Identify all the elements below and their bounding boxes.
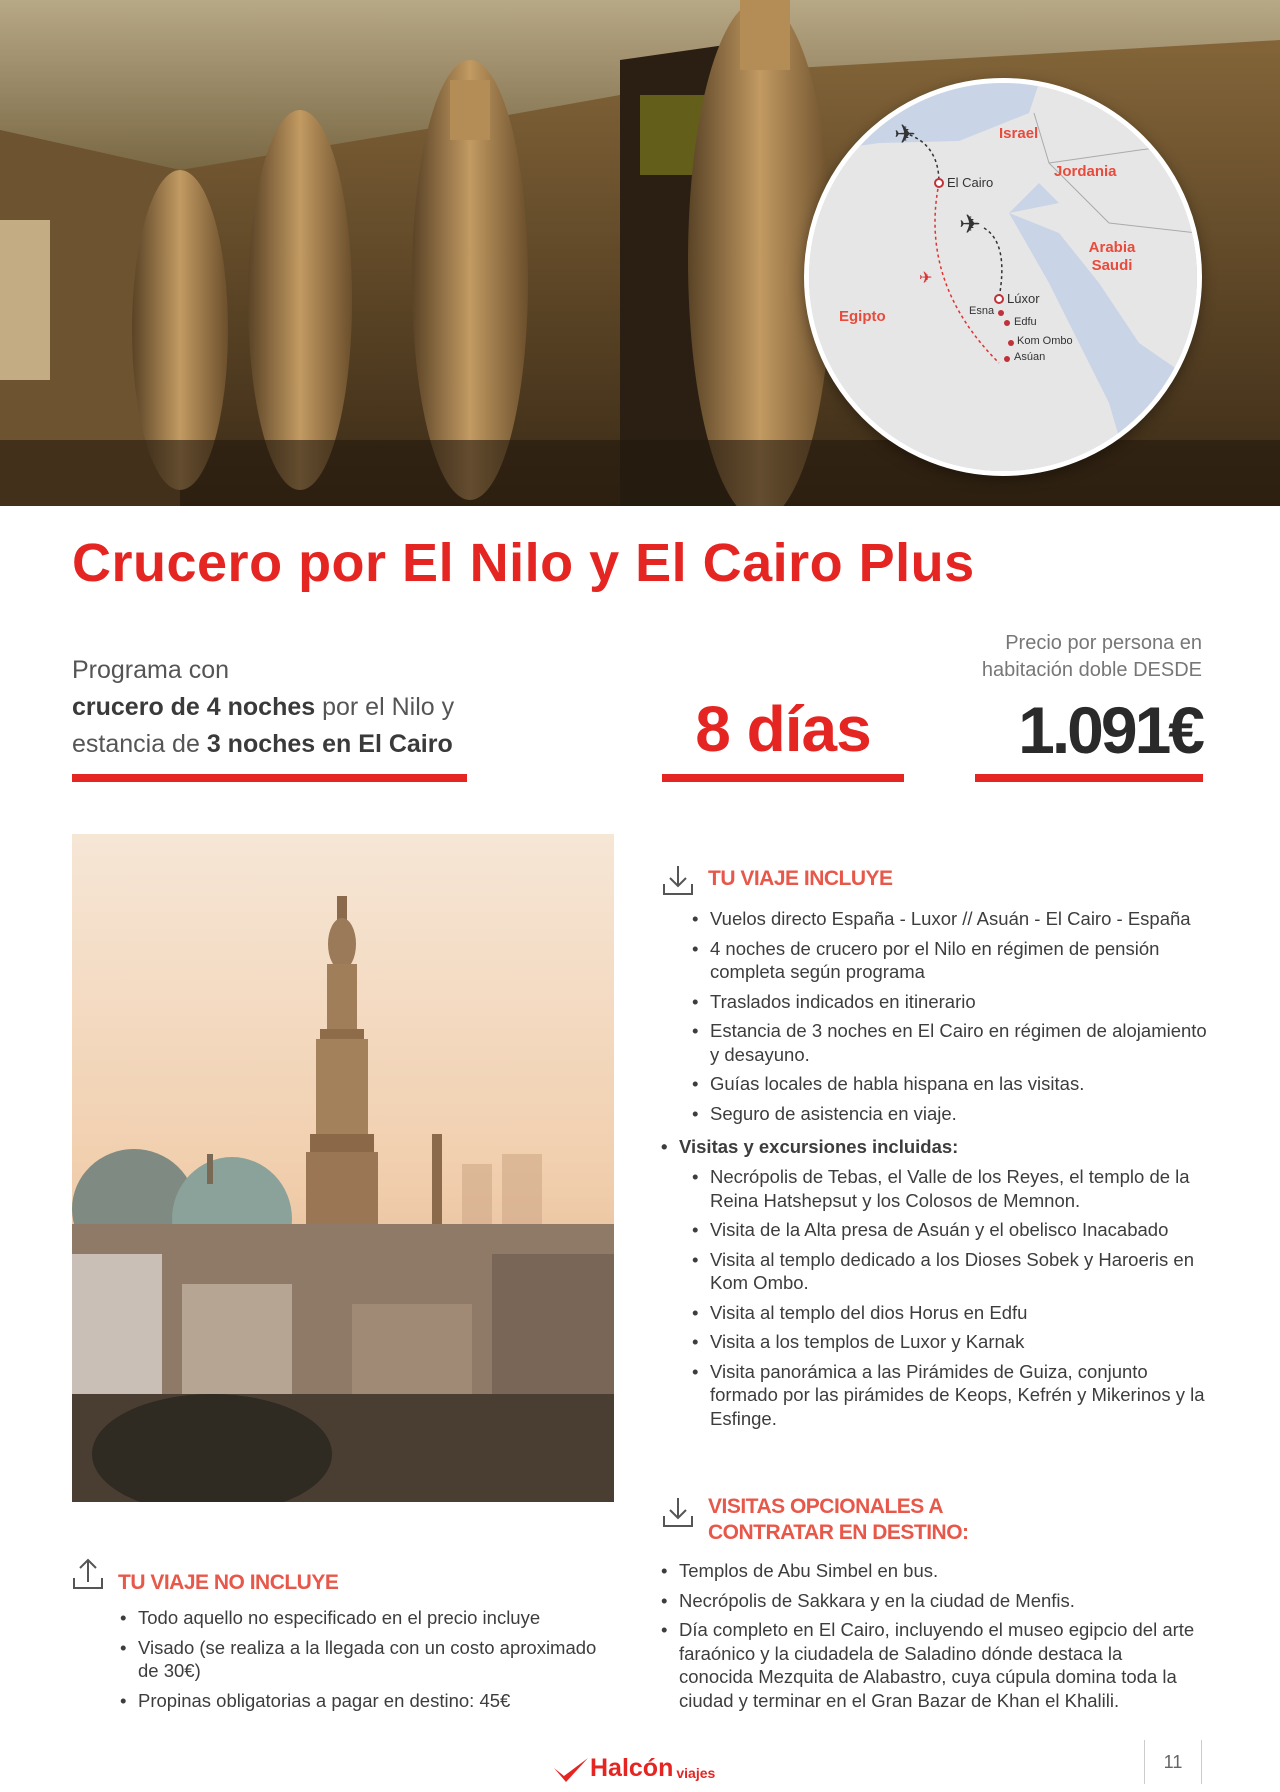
program-line1: Programa con bbox=[72, 656, 230, 684]
optional-heading-2: CONTRATAR EN DESTINO: bbox=[708, 1521, 969, 1544]
list-item: • Estancia de 3 noches en El Cairo en régimen de alojamiento y desayuno. bbox=[692, 1019, 1212, 1066]
trip-duration: 8 días bbox=[695, 693, 871, 765]
map-country-arabia: Arabia Saudi bbox=[1088, 239, 1136, 274]
includes-header bbox=[660, 862, 893, 898]
list-item: • Propinas obligatorias a pagar en destino: 45€ bbox=[120, 1689, 620, 1713]
price-underline bbox=[975, 774, 1203, 782]
list-item: • Visita al templo dedicado a los Dioses Sobek y Haroeris en Kom Ombo. bbox=[692, 1248, 1212, 1295]
download-icon bbox=[660, 862, 696, 898]
list-item: • 4 noches de crucero por el Nilo en régimen de pensión completa según programa bbox=[692, 937, 1212, 984]
visits-items bbox=[692, 1165, 1212, 1436]
list-item: • Vuelos directo España - Luxor // Asuán - El Cairo - España bbox=[692, 907, 1212, 931]
not-included-heading: TU VIAJE NO INCLUYE bbox=[118, 1571, 339, 1594]
map-city-edfu: Edfu bbox=[1014, 316, 1037, 328]
map-country-israel: Israel bbox=[999, 125, 1039, 142]
program-line3: estancia de bbox=[72, 730, 207, 758]
program-bold2: 3 noches en El Cairo bbox=[206, 730, 453, 758]
map-city-asuan: Asúan bbox=[1014, 351, 1046, 363]
plane-icon: ✈ bbox=[894, 119, 916, 149]
brand-name: Halcón bbox=[590, 1754, 674, 1782]
map-city-luxor: Lúxor bbox=[1007, 291, 1040, 306]
map-city-esna: Esna bbox=[969, 305, 995, 317]
price-note: Precio por persona en habitación doble DESDE bbox=[981, 632, 1202, 681]
plane-icon-red: ✈ bbox=[919, 270, 933, 287]
price: 1.091€ bbox=[1018, 693, 1202, 767]
page-number: 11 bbox=[1144, 1740, 1202, 1784]
list-item: • Necrópolis de Tebas, el Valle de los Reyes, el templo de la Reina Hatshepsut y los Colosos de Memnon. bbox=[692, 1165, 1212, 1212]
map-city-komombo: Kom Ombo bbox=[1017, 335, 1073, 347]
list-item: • Necrópolis de Sakkara y en la ciudad de Menfis. bbox=[661, 1589, 1201, 1613]
brand-suffix: viajes bbox=[676, 1764, 716, 1781]
list-item: • Templos de Abu Simbel en bus. bbox=[661, 1559, 1201, 1583]
not-included-list bbox=[120, 1606, 620, 1718]
map-country-jordania: Jordania bbox=[1054, 163, 1117, 180]
list-item: • Traslados indicados en itinerario bbox=[692, 990, 1212, 1014]
includes-heading: TU VIAJE INCLUYE bbox=[708, 867, 893, 890]
duration-underline bbox=[662, 774, 904, 782]
list-item: • Visita al templo del dios Horus en Edfu bbox=[692, 1301, 1212, 1325]
download-icon bbox=[660, 1494, 696, 1530]
program-description bbox=[72, 652, 472, 763]
list-item: • Visita panorámica a las Pirámides de Guiza, conjunto formado por las pirámides de Keops, Kefrén y Mikerinos y la Esfinge. bbox=[692, 1360, 1212, 1431]
list-item: • Día completo en El Cairo, incluyendo el museo egipcio del arte faraónico y la ciudadela de Saladino dónde destaca la conocida Mezquita de Alabastro, cuya cúpula domina toda la ciudad y terminar en el Gran Bazar de Khan el Khalili. bbox=[661, 1618, 1201, 1712]
list-item: • Visado (se realiza a la llegada con un costo aproximado de 30€) bbox=[120, 1636, 620, 1683]
halcon-logo-icon bbox=[552, 1756, 590, 1782]
map-city-cairo: El Cairo bbox=[947, 175, 994, 190]
visits-list bbox=[661, 1135, 1221, 1165]
program-line2: por el Nilo y bbox=[315, 693, 455, 721]
list-item: • Seguro de asistencia en viaje. bbox=[692, 1102, 1212, 1126]
page-title: Crucero por El Nilo y El Cairo Plus bbox=[72, 533, 975, 593]
list-item: • Visita a los templos de Luxor y Karnak bbox=[692, 1330, 1212, 1354]
visits-heading: • Visitas y excursiones incluidas: bbox=[661, 1135, 1221, 1159]
optional-heading-1: VISITAS OPCIONALES A bbox=[708, 1495, 944, 1518]
optional-header bbox=[660, 1494, 969, 1546]
route-map bbox=[804, 78, 1202, 476]
map-country-egipto: Egipto bbox=[839, 308, 886, 325]
list-item: • Guías locales de habla hispana en las visitas. bbox=[692, 1072, 1212, 1096]
program-underline bbox=[72, 774, 467, 782]
program-bold1: crucero de 4 noches bbox=[72, 693, 316, 721]
not-included-header bbox=[70, 1556, 338, 1596]
optional-list bbox=[661, 1559, 1201, 1718]
hero-image bbox=[0, 0, 1280, 506]
upload-icon bbox=[70, 1556, 106, 1592]
plane-icon-2: ✈ bbox=[959, 209, 981, 239]
cairo-photo bbox=[72, 834, 614, 1502]
brand-logo bbox=[552, 1754, 715, 1783]
includes-list bbox=[692, 907, 1212, 1131]
list-item: • Visita de la Alta presa de Asuán y el obelisco Inacabado bbox=[692, 1218, 1212, 1242]
list-item: • Todo aquello no especificado en el precio incluye bbox=[120, 1606, 620, 1630]
